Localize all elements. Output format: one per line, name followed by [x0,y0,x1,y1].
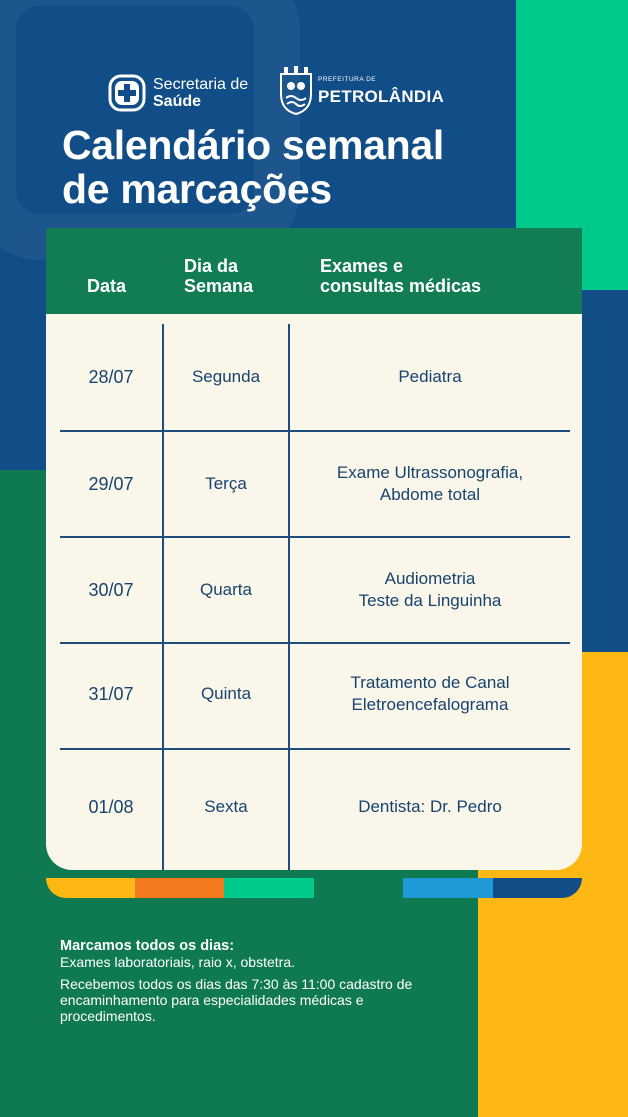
table-row [46,324,582,430]
row-date: 30/07 [88,580,134,600]
bg-blue-side-block [582,290,628,652]
row-date: 01/08 [88,797,134,817]
footer-heading: Marcamos todos os dias: [60,938,235,954]
row-day: Terça [205,474,247,493]
prefeitura-text [318,77,444,105]
strip-segment [493,878,582,898]
page-title [62,123,444,211]
strip-segment [46,878,135,898]
row-date: 29/07 [88,474,134,494]
prefeitura-logo [278,66,444,116]
title-line1: Calendário semanal [62,122,444,168]
row-date: 31/07 [88,684,134,704]
row-date: 28/07 [88,367,134,387]
header-day-line1: Dia da [184,256,239,276]
prefeitura-name: PETROLÂNDIA [318,86,445,106]
table-row [46,537,582,643]
secretaria-line2: Saúde [153,93,202,110]
table-header [46,228,582,314]
row-day: Segunda [191,367,261,386]
schedule-table [46,228,582,870]
header-date: Data [87,276,127,296]
secretaria-saude-logo [108,74,248,112]
footer-line: Exames laboratoriais, raio x, obstetra. [60,954,295,970]
table-row [46,641,582,747]
row-exam: Audiometria Teste da Linguinha [358,569,502,610]
secretaria-line1: Secretaria de [153,76,249,93]
row-day: Quinta [200,684,252,703]
header-day [184,256,253,296]
secretaria-text [153,76,248,110]
footer-info [60,938,460,1024]
row-exam: Tratamento de Canal Eletroencefalograma [350,673,510,714]
row-exam: Pediatra [398,367,462,386]
header-day-line2: Semana [184,276,254,296]
row-exam: Dentista: Dr. Pedro [358,797,502,816]
city-crest-icon [278,66,314,116]
strip-segment [314,878,403,898]
table-row [46,431,582,537]
strip-segment [135,878,224,898]
color-strip [46,878,582,898]
bg-green-side-block [0,470,46,890]
row-divider [60,748,570,750]
header-exams [320,256,481,296]
table-row [46,754,582,860]
health-cross-icon [108,74,146,112]
strip-segment [403,878,493,898]
row-day: Quarta [200,580,252,599]
strip-segment [224,878,314,898]
row-exam: Exame Ultrassonografia, Abdome total [336,463,524,504]
title-line2: de marcações [62,166,332,212]
prefeitura-small: PREFEITURA DE [318,76,377,84]
header-exams-line2: consultas médicas [320,276,482,296]
row-day: Sexta [204,797,248,816]
footer-paragraph: Recebemos todos os dias das 7:30 às 11:00 cadastro de encaminhamento para especialidades médicas e procedimentos. [60,976,413,1024]
header-exams-line1: Exames e [320,256,404,276]
